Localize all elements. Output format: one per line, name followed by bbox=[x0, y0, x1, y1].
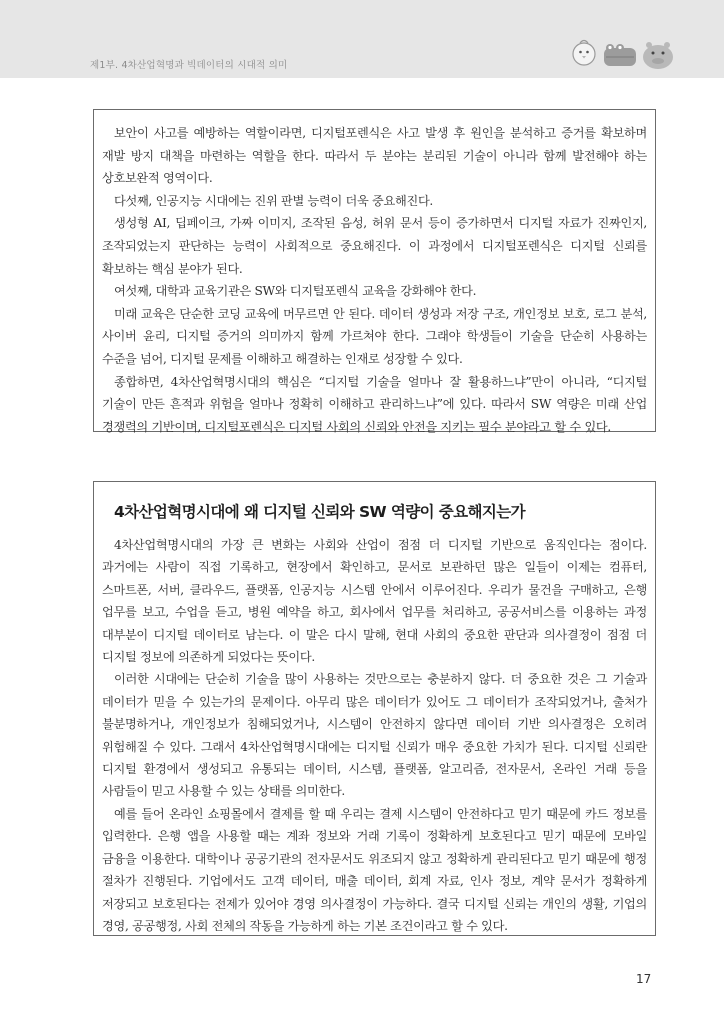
running-head: 제1부. 4차산업혁명과 빅데이터의 시대적 의미 bbox=[90, 60, 288, 71]
page-number: 17 bbox=[636, 972, 652, 986]
paragraph: 예를 들어 온라인 쇼핑몰에서 결제를 할 때 우리는 결제 시스템이 안전하다고 믿기 때문에 카드 정보를 입력한다. 은행 앱을 사용할 때는 계좌 정보와 거래 기록이 정확하게 보호된다고 믿기 때문에 모바일 금융을 이용한다. 대학이나 공공기관의 전자문서도 위조되지 않고 정확하게 관리된다고 믿기 때문에 행정 절차가 진행된다. 기업에서도 고객 데이터, 매출 데이터, 회계 자료, 인사 정보, 계약 문서가 정확하게 저장되고 보호된다는 전제가 있어야 경영 의사결정이 가능하다. 결국 디지털 신뢰는 개인의 생활, 기업의 경영, 공공행정, 사회 전체의 작동을 가능하게 하는 기본 조건이라고 할 수 있다. bbox=[102, 806, 647, 933]
continued-text-box bbox=[93, 109, 656, 432]
paragraph: 4차산업혁명시대의 가장 큰 변화는 사회와 산업이 점점 더 디지털 기반으로 움직인다는 점이다. 과거에는 사람이 직접 기록하고, 현장에서 확인하고, 문서로 보관하던 많은 일들이 이제는 컴퓨터, 스마트폰, 서버, 클라우드, 플랫폼, 인공지능 시스템 안에서 이루어진다. 우리가 물건을 구매하고, 은행 업무를 보고, 수업을 듣고, 병원 예약을 하고, 회사에서 업무를 처리하고, 공공서비스를 이용하는 과정 대부분이 디지털 데이터로 남는다. 이 말은 다시 말해, 현대 사회의 중요한 판단과 의사결정이 점점 더 디지털 정보에 의존하게 되었다는 뜻이다. bbox=[102, 538, 647, 665]
paragraph: 다섯째, 인공지능 시대에는 진위 판별 능력이 더욱 중요해진다. bbox=[114, 193, 433, 208]
paragraph: 여섯째, 대학과 교육기관은 SW와 디지털포렌식 교육을 강화해야 한다. bbox=[114, 284, 477, 299]
section-text-box bbox=[93, 481, 656, 936]
paragraph: 이러한 시대에는 단순히 기술을 많이 사용하는 것만으로는 충분하지 않다. 더 중요한 것은 그 기술과 데이터가 믿을 수 있는가의 문제이다. 아무리 많은 데이터가 있어도 그 데이터가 조작되었거나, 출처가 불분명하거나, 개인정보가 침해되었거나, 시스템이 안전하지 않다면 데이터 기반 의사결정은 오히려 위험해질 수 있다. 그래서 4차산업혁명시대에는 디지털 신뢰가 매우 중요한 가치가 된다. 디지털 신뢰란 디지털 환경에서 생성되고 유통되는 데이터, 시스템, 플랫폼, 알고리즘, 전자문서, 온라인 거래 등을 사람들이 믿고 사용할 수 있는 상태를 의미한다. bbox=[102, 672, 647, 799]
mascot-illustration bbox=[566, 36, 678, 70]
crocodile-icon bbox=[604, 44, 636, 66]
paragraph: 생성형 AI, 딥페이크, 가짜 이미지, 조작된 음성, 허위 문서 등이 증가하면서 디지털 자료가 진짜인지, 조작되었는지 판단하는 능력이 사회적으로 중요해진다. 이 과정에서 디지털포렌식은 디지털 신뢰를 확보하는 핵심 분야가 된다. bbox=[102, 216, 647, 276]
chick-icon bbox=[573, 41, 595, 66]
header-band bbox=[0, 0, 724, 78]
paragraph: 미래 교육은 단순한 코딩 교육에 머무르면 안 된다. 데이터 생성과 저장 구조, 개인정보 보호, 로그 분석, 사이버 윤리, 디지털 증거의 의미까지 함께 가르쳐야 한다. 그래야 학생들이 기술을 단순히 사용하는 수준을 넘어, 디지털 문제를 이해하고 해결하는 인재로 성장할 수 있다. bbox=[102, 306, 647, 366]
paragraph: 종합하면, 4차산업혁명시대의 핵심은 “디지털 기술을 얼마나 잘 활용하느냐”만이 아니라, “디지털 기술이 만든 흔적과 위험을 얼마나 정확히 이해하고 관리하느냐”에 있다. 따라서 SW 역량은 미래 산업 경쟁력의 기반이며, 디지털포렌식은 디지털 사회의 신뢰와 안전을 지키는 필수 분야라고 할 수 있다. bbox=[102, 374, 647, 434]
paragraph: 보안이 사고를 예방하는 역할이라면, 디지털포렌식은 사고 발생 후 원인을 분석하고 증거를 확보하며 재발 방지 대책을 마련하는 역할을 한다. 따라서 두 분야는 분리된 기술이 아니라 함께 발전해야 하는 상호보완적 영역이다. bbox=[102, 126, 647, 186]
hippo-icon bbox=[643, 42, 673, 69]
section-title: 4차산업혁명시대에 왜 디지털 신뢰와 SW 역량이 중요해지는가 bbox=[114, 503, 525, 521]
